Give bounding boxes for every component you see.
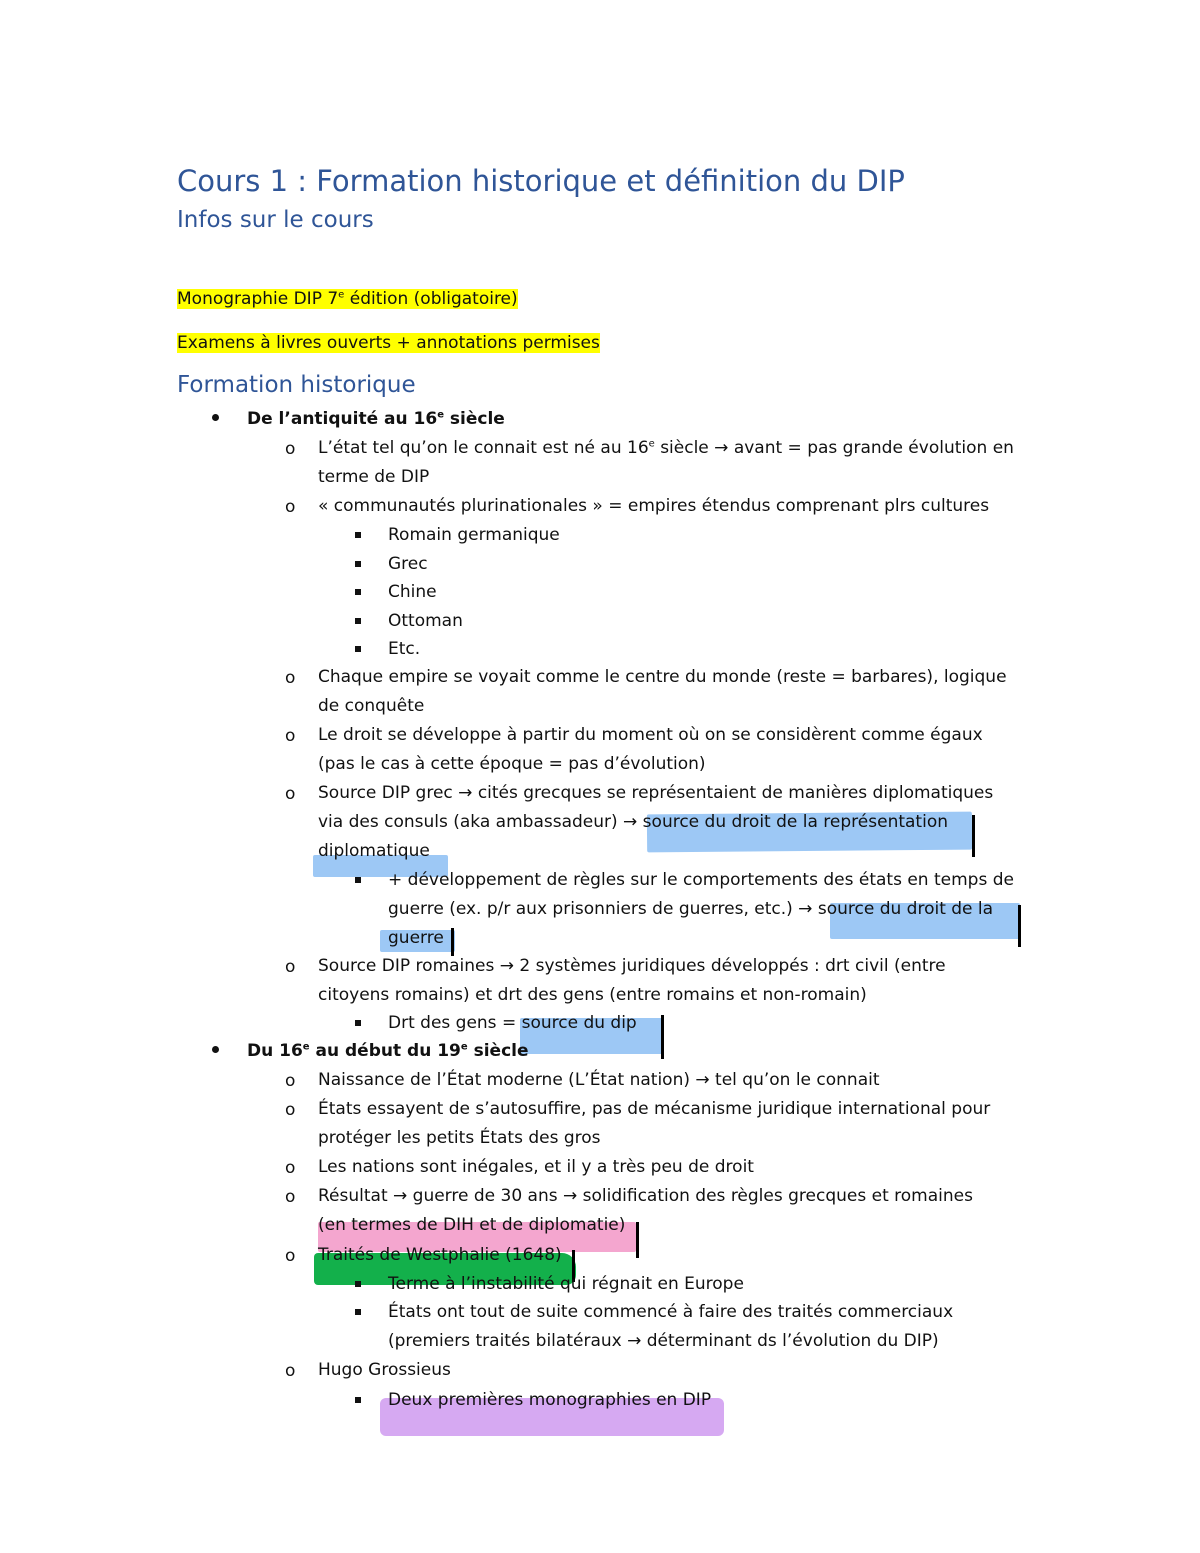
- square-bullet-icon: [355, 1281, 361, 1287]
- circle-bullet-icon: o: [285, 1246, 296, 1266]
- list-item-cont: terme de DIP: [318, 467, 430, 487]
- outline-heading: Du 16e au début du 19e siècle: [247, 1041, 529, 1061]
- circle-bullet-icon: o: [285, 1158, 296, 1178]
- list-item: Chaque empire se voyait comme le centre du monde (reste = barbares), logique: [318, 667, 1007, 687]
- marker-bar: [661, 1015, 664, 1059]
- bullet-dot-icon: [212, 1046, 219, 1053]
- page-title: Cours 1 : Formation historique et définition du DIP: [177, 164, 905, 198]
- list-item: L’état tel qu’on le connait est né au 16e siècle → avant = pas grande évolution en: [318, 438, 1014, 458]
- list-item: Etc.: [388, 639, 421, 659]
- info-line: Monographie DIP 7e édition (obligatoire): [177, 289, 518, 309]
- square-bullet-icon: [355, 646, 361, 652]
- list-item-cont: (premiers traités bilatéraux → déterminant ds l’évolution du DIP): [388, 1331, 939, 1351]
- list-item: + développement de règles sur le comportements des états en temps de: [388, 870, 1014, 890]
- square-bullet-icon: [355, 618, 361, 624]
- circle-bullet-icon: o: [285, 439, 296, 459]
- circle-bullet-icon: o: [285, 1071, 296, 1091]
- list-item: « communautés plurinationales » = empires étendus comprenant plrs cultures: [318, 496, 990, 516]
- list-item: États ont tout de suite commencé à faire des traités commerciaux: [388, 1302, 954, 1322]
- circle-bullet-icon: o: [285, 726, 296, 746]
- square-bullet-icon: [355, 532, 361, 538]
- list-item: Chine: [388, 582, 437, 602]
- marker-bar: [1018, 905, 1021, 947]
- square-bullet-icon: [355, 1309, 361, 1315]
- list-item: Résultat → guerre de 30 ans → solidification des règles grecques et romaines: [318, 1186, 973, 1206]
- circle-bullet-icon: o: [285, 668, 296, 688]
- marker-bar: [636, 1222, 639, 1258]
- list-item: Source DIP grec → cités grecques se représentaient de manières diplomatiques: [318, 783, 994, 803]
- circle-bullet-icon: o: [285, 1187, 296, 1207]
- list-item: Romain germanique: [388, 525, 560, 545]
- list-item-cont: citoyens romains) et drt des gens (entre romains et non-romain): [318, 985, 867, 1005]
- list-item-cont: guerre (ex. p/r aux prisonniers de guerres, etc.) → source du droit de la: [388, 899, 994, 919]
- list-item: Ottoman: [388, 611, 463, 631]
- square-bullet-icon: [355, 1020, 361, 1026]
- circle-bullet-icon: o: [285, 497, 296, 517]
- list-item: Hugo Grossieus: [318, 1360, 451, 1380]
- list-item: Grec: [388, 554, 428, 574]
- circle-bullet-icon: o: [285, 1100, 296, 1120]
- list-item-cont: (pas le cas à cette époque = pas d’évolution): [318, 754, 706, 774]
- square-bullet-icon: [355, 589, 361, 595]
- marker-bar: [451, 928, 454, 956]
- list-item-cont: protéger les petits États des gros: [318, 1128, 601, 1148]
- circle-bullet-icon: o: [285, 784, 296, 804]
- list-item: Deux premières monographies en DIP: [388, 1390, 712, 1410]
- section-title: Formation historique: [177, 372, 416, 398]
- outline-heading: De l’antiquité au 16e siècle: [247, 409, 505, 429]
- circle-bullet-icon: o: [285, 957, 296, 977]
- circle-bullet-icon: o: [285, 1361, 296, 1381]
- info-line: Examens à livres ouverts + annotations permises: [177, 333, 600, 353]
- list-item-cont: (en termes de DIH et de diplomatie): [318, 1215, 626, 1235]
- list-item: Le droit se développe à partir du moment où on se considèrent comme égaux: [318, 725, 983, 745]
- marker-bar: [972, 815, 975, 857]
- square-bullet-icon: [355, 877, 361, 883]
- list-item: États essayent de s’autosuffire, pas de mécanisme juridique international pour: [318, 1099, 991, 1119]
- list-item: Les nations sont inégales, et il y a très peu de droit: [318, 1157, 754, 1177]
- list-item: Traités de Westphalie (1648): [318, 1245, 562, 1265]
- subtitle: Infos sur le cours: [177, 207, 374, 233]
- list-item-cont: guerre: [388, 928, 444, 948]
- square-bullet-icon: [355, 561, 361, 567]
- list-item: Terme à l’instabilité qui régnait en Europe: [388, 1274, 744, 1294]
- bullet-dot-icon: [212, 414, 219, 421]
- list-item: Source DIP romaines → 2 systèmes juridiques développés : drt civil (entre: [318, 956, 946, 976]
- list-item: Naissance de l’État moderne (L’État nation) → tel qu’on le connait: [318, 1070, 880, 1090]
- list-item-cont: diplomatique: [318, 841, 430, 861]
- list-item-cont: via des consuls (aka ambassadeur) → source du droit de la représentation: [318, 812, 948, 832]
- list-item-cont: de conquête: [318, 696, 425, 716]
- list-item: Drt des gens = source du dip: [388, 1013, 637, 1033]
- square-bullet-icon: [355, 1397, 361, 1403]
